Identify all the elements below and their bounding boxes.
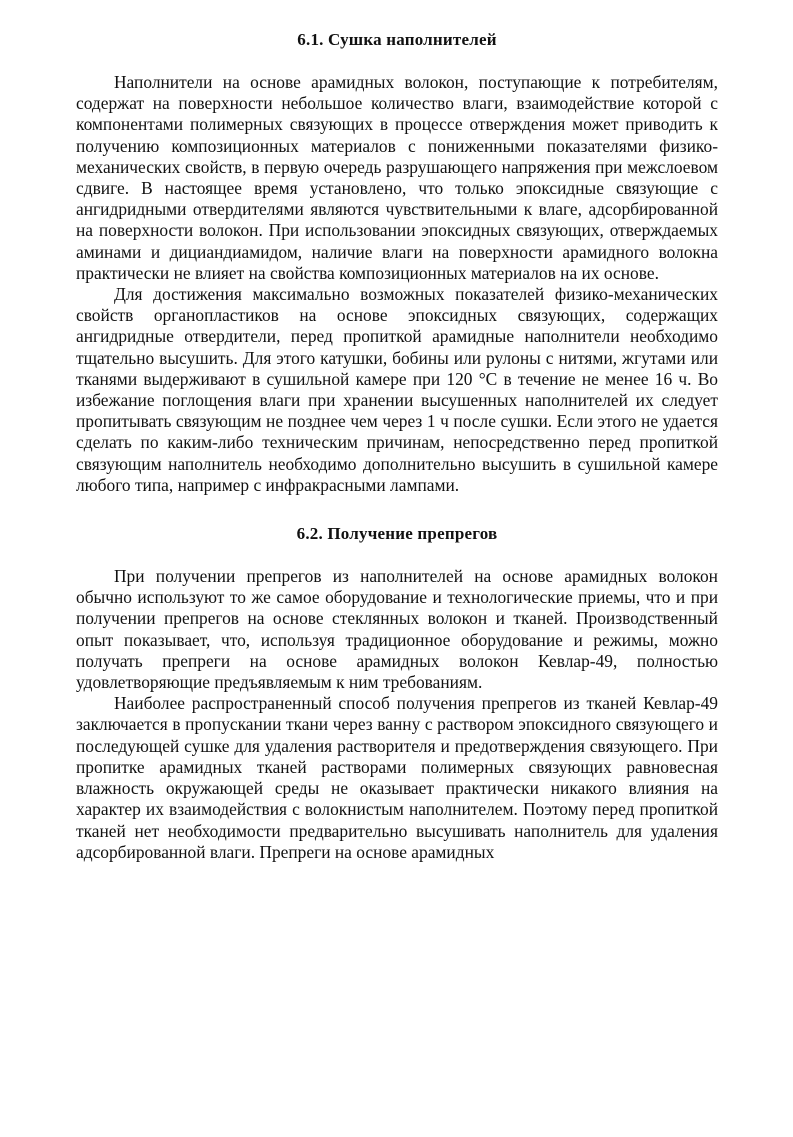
section-title-prepreg-production: 6.2. Получение препрегов — [296, 524, 498, 544]
paragraph-prepreg-method: Наиболее распространенный способ получения препрегов из тканей Кевлар-49 заключается в пропускании ткани через ванну с раствором эпоксидного связующего и последующей сушке для удаления растворителя и предотверждения связующего. При пропитке арамидных тканей растворами полимерных связующих равновесная влажность окружающей среды не оказывает практически никакого влияния на характер их взаимодействия с волокнистым наполнителем. Поэтому перед пропиткой тканей нет необходимости предварительно высушивать наполнитель для удаления адсорбированной влаги. Препреги на основе арамидных — [76, 693, 718, 862]
section-title-drying-fillers: 6.1. Сушка наполнителей — [297, 30, 497, 49]
book-page — [76, 28, 718, 863]
paragraph-drying-procedure: Для достижения максимально возможных показателей физико-механических свойств органопластиков на основе эпоксидных связующих, содержащих ангидридные отвердители, перед пропиткой арамидные наполнители необходимо тщательно высушить. Для этого катушки, бобины или рулоны с нитями, жгутами или тканями выдерживают в сушильной камере при 120 °С в течение не менее 16 ч. Во избежание поглощения влаги при хранении высушенных наполнителей их следует пропитывать связующим не позднее чем через 1 ч после сушки. Если этого не удается сделать по каким-либо техническим причинам, непосредственно перед пропиткой связующим наполнитель необходимо дополнительно высушить в сушильной камере любого типа, например с инфракрасными лампами. — [76, 284, 718, 495]
paragraph-moisture-on-fibers: Наполнители на основе арамидных волокон, поступающие к потребителям, содержат на поверхности небольшое количество влаги, взаимодействие которой с компонентами полимерных связующих в процессе отверждения может приводить к получению композиционных материалов с пониженными показателями физико-механических свойств, в первую очередь разрушающего напряжения при межслоевом сдвиге. В настоящее время установлено, что только эпоксидные связующие с ангидридными отвердителями являются чувствительными к влаге, адсорбированной на поверхности волокон. При использовании эпоксидных связующих, отверждаемых аминами и дициандиамидом, наличие влаги на поверхности арамидного волокна практически не влияет на свойства композиционных материалов на их основе. — [76, 72, 718, 283]
paragraph-prepreg-equipment: При получении препрегов из наполнителей на основе арамидных волокон обычно используют то же самое оборудование и технологические приемы, что и при получении препрегов на основе стеклянных волокон и тканей. Производственный опыт показывает, что, используя традиционное оборудование и режимы, можно получать препреги на основе арамидных волокон Кевлар-49, полностью удовлетворяющие предъявляемым к ним требованиям. — [76, 566, 718, 693]
